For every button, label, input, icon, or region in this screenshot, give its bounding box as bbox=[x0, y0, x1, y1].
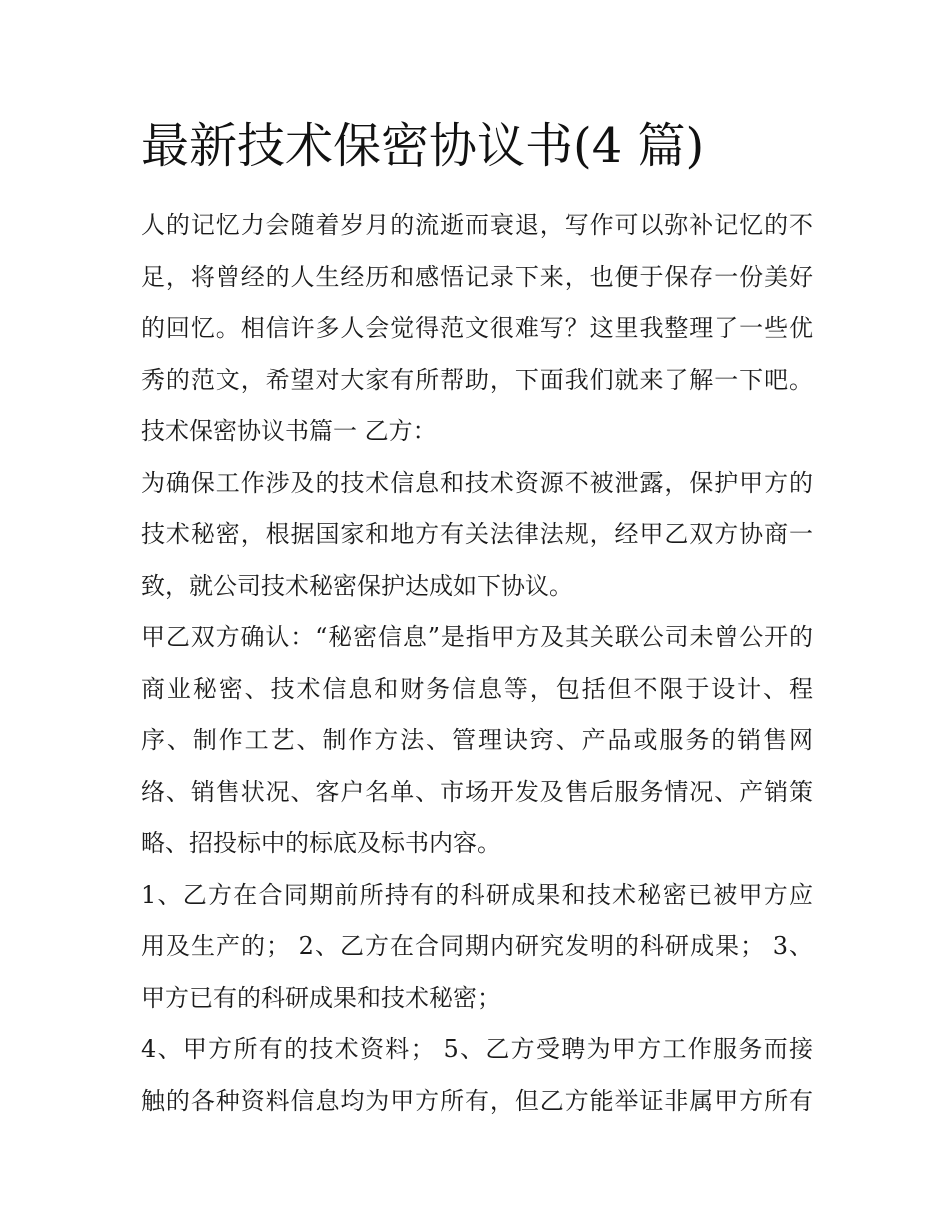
body-line: 络、销售状况、客户名单、市场开发及售后服务情况、产销策 bbox=[141, 777, 813, 806]
body-line: 甲乙双方确认：“秘密信息”是指甲方及其关联公司未曾公开的 bbox=[141, 623, 813, 651]
body-line: 略、招投标中的标底及标书内容。 bbox=[141, 829, 501, 857]
body-line: 序、制作工艺、制作方法、管理诀窍、产品或服务的销售网 bbox=[141, 726, 813, 754]
body-line: 致，就公司技术秘密保护达成如下协议。 bbox=[141, 571, 573, 600]
body-line: 足，将曾经的人生经历和感悟记录下来，也便于保存一份美好 bbox=[141, 262, 813, 291]
section-heading: 技术保密协议书篇一 乙方： bbox=[141, 417, 437, 445]
body-line: 触的各种资料信息均为甲方所有，但乙方能举证非属甲方所有 bbox=[141, 1086, 813, 1115]
body-line: 为确保工作涉及的技术信息和技术资源不被泄露，保护甲方的 bbox=[141, 468, 813, 497]
body-line: 技术秘密，根据国家和地方有关法律法规，经甲乙双方协商一 bbox=[141, 520, 813, 548]
body-line: 4、甲方所有的技术资料； 5、乙方受聘为甲方工作服务而接 bbox=[141, 1035, 813, 1063]
body-line: 商业秘密、技术信息和财务信息等，包括但不限于设计、程 bbox=[141, 674, 813, 703]
body-line: 人的记忆力会随着岁月的流逝而衰退，写作可以弥补记忆的不 bbox=[141, 211, 813, 239]
body-line: 秀的范文，希望对大家有所帮助，下面我们就来了解一下吧。 bbox=[141, 365, 813, 394]
document-title: 最新技术保密协议书(4 篇) bbox=[141, 118, 705, 174]
document-body bbox=[141, 200, 813, 1127]
body-line: 用及生产的； 2、乙方在合同期内研究发明的科研成果； 3、 bbox=[141, 932, 813, 960]
body-line: 1、乙方在合同期前所持有的科研成果和技术秘密已被甲方应 bbox=[141, 880, 813, 909]
body-line: 甲方已有的科研成果和技术秘密； bbox=[141, 983, 501, 1012]
body-line: 的回忆。相信许多人会觉得范文很难写？这里我整理了一些优 bbox=[141, 314, 813, 342]
